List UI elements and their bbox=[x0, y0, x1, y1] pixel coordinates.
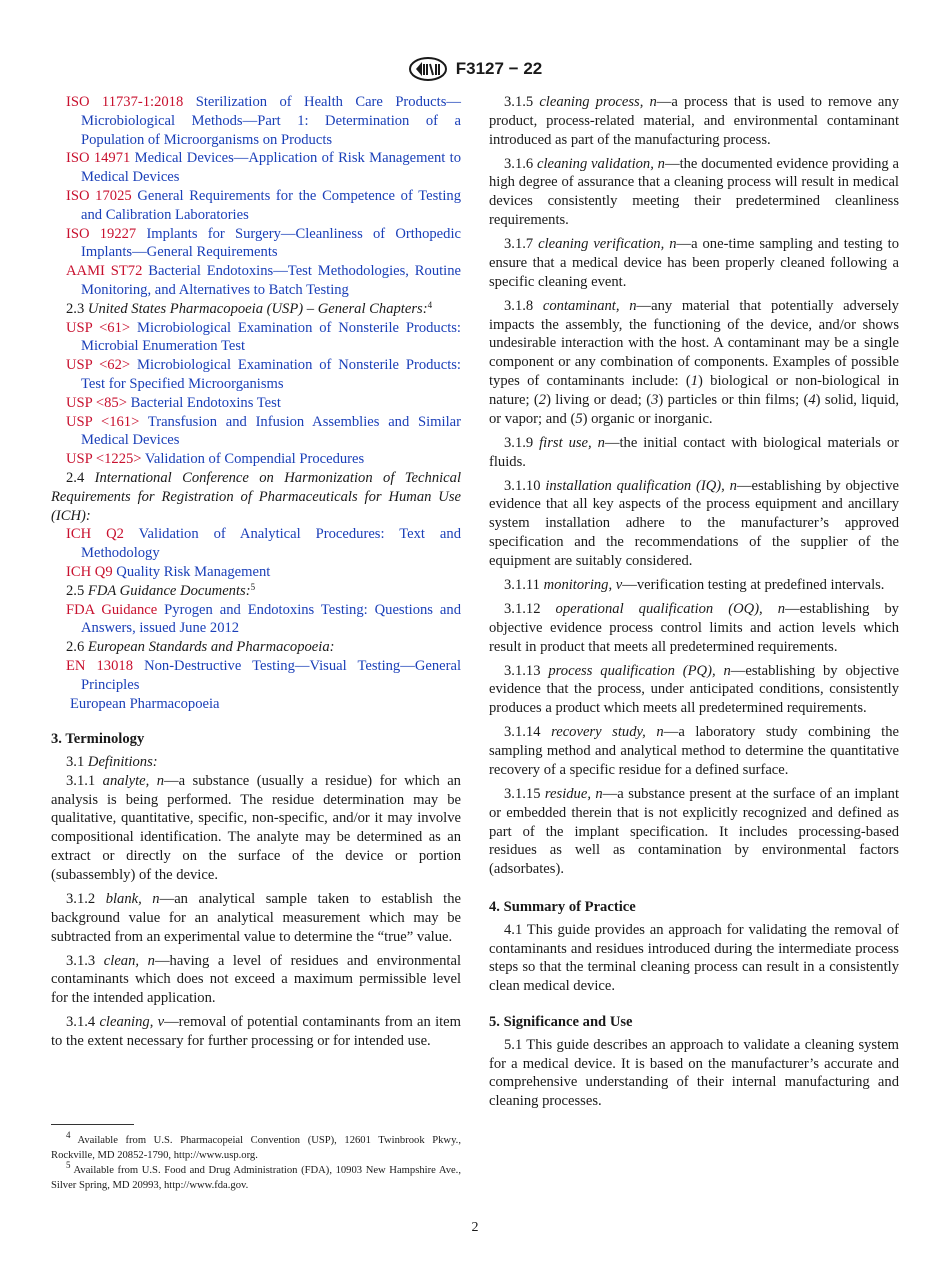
definition-term: cleaning, v bbox=[99, 1014, 165, 1031]
definition-text: —an analytical sample taken to establish the background value for an analytical measurement which may be subtracted from an experimental value to determine the “true” value. bbox=[51, 890, 461, 945]
section-heading-significance: 5. Significance and Use bbox=[489, 1014, 633, 1031]
reference-item bbox=[51, 695, 461, 714]
footnote-divider bbox=[51, 1124, 134, 1125]
definition-term: clean, n bbox=[103, 952, 155, 969]
footnotes bbox=[51, 1130, 461, 1193]
subsection-number: 2.4 bbox=[66, 469, 85, 486]
definition-number: 3.1.13 bbox=[504, 662, 541, 679]
definition-text: —a substance (usually a residue) for which an analysis is being performed. The residue determination may be qualitative, quantitative, specific, non-specific, and/or it may involve compositional identification. The analyte may be determined as an extract or directly on the surface of the device or portion (subassembly) of the device. bbox=[51, 772, 461, 883]
page-number: 2 bbox=[471, 1220, 479, 1235]
section-heading-terminology: 3. Terminology bbox=[51, 731, 145, 748]
definition-term: monitoring, v bbox=[543, 576, 623, 593]
definition-paragraph bbox=[489, 297, 899, 429]
reference-code[interactable]: ISO 19227 bbox=[66, 225, 137, 242]
footnote-marker[interactable]: 5 bbox=[250, 581, 256, 592]
definition-text: —a substance present at the surface of an implant or embedded therein that is not explicitly recognized and defined as part of the implant specification. It includes processing-based residues as well as contamination by environmental factors (adsorbates). bbox=[489, 786, 899, 878]
reference-title[interactable]: Microbiological Examination of Nonsterile Products: Test for Specified Microorganisms bbox=[81, 357, 461, 392]
reference-item bbox=[51, 319, 461, 357]
reference-item bbox=[51, 413, 461, 451]
reference-title[interactable]: Non-Destructive Testing—Visual Testing—General Principles bbox=[81, 657, 462, 693]
definition-term: first use, n bbox=[539, 434, 605, 451]
list-index: 5 bbox=[575, 410, 583, 427]
definition-text: —a laboratory study combining the sampling method and analytical method to determine the quantitative recovery of a specific residue for a defined surface. bbox=[489, 724, 899, 778]
reference-list-en bbox=[51, 657, 461, 713]
definition-term: process qualification (PQ), n bbox=[548, 662, 731, 679]
standard-designation: F3127 − 22 bbox=[455, 59, 543, 78]
list-index: 1 bbox=[690, 373, 699, 390]
footnote bbox=[51, 1160, 461, 1193]
footnote bbox=[51, 1130, 461, 1163]
definition-number: 3.1.10 bbox=[504, 477, 541, 494]
left-column bbox=[51, 93, 461, 1056]
reference-item bbox=[51, 262, 461, 300]
reference-list-usp bbox=[51, 319, 461, 469]
reference-title[interactable]: Bacterial Endotoxins Test bbox=[130, 394, 281, 411]
definition-number: 3.1.9 bbox=[504, 434, 534, 451]
definition-paragraph bbox=[51, 890, 461, 946]
subsection-title: Definitions: bbox=[87, 754, 158, 771]
definition-term: operational qualification (OQ), n bbox=[555, 601, 786, 617]
reference-item bbox=[51, 525, 461, 563]
definition-paragraph bbox=[51, 1013, 461, 1051]
subsection-2-5 bbox=[51, 582, 461, 601]
subsection-number: 2.6 bbox=[66, 639, 85, 656]
definition-paragraph bbox=[489, 235, 899, 291]
subsection-2-3 bbox=[51, 300, 461, 319]
definition-text: —removal of potential contaminants from an item to the extent necessary for further processing or for intended use. bbox=[51, 1014, 462, 1050]
list-index: 2 bbox=[538, 391, 547, 408]
definition-number: 3.1.1 bbox=[66, 772, 96, 789]
definition-number: 3.1.5 bbox=[504, 94, 534, 110]
subsection-number: 3.1 bbox=[66, 754, 85, 771]
definition-number: 3.1.12 bbox=[504, 601, 541, 617]
reference-title[interactable]: European Pharmacopoeia bbox=[70, 695, 220, 712]
subsection-number: 2.5 bbox=[66, 582, 85, 599]
definition-text: —a one-time sampling and testing to ensure that a medical device has been properly cleaned following a specific cleaning event. bbox=[489, 236, 899, 290]
reference-code[interactable]: FDA Guidance bbox=[66, 601, 158, 618]
reference-code[interactable]: EN 13018 bbox=[66, 657, 133, 674]
definition-term: blank, n bbox=[105, 890, 160, 907]
definition-paragraph bbox=[51, 772, 461, 885]
list-index: 3 bbox=[651, 391, 659, 408]
definition-number: 3.1.8 bbox=[504, 297, 534, 314]
footnote-number: 5 bbox=[66, 1160, 71, 1170]
definition-paragraph bbox=[489, 155, 899, 230]
reference-item bbox=[51, 657, 461, 695]
definition-text: —establishing by objective evidence that the process, under anticipated conditions, consistently produces a product which meets all predetermined requirements. bbox=[489, 662, 899, 717]
right-column bbox=[489, 93, 899, 1116]
subsection-2-4 bbox=[51, 469, 461, 525]
definition-number: 3.1.4 bbox=[66, 1014, 96, 1031]
page-header bbox=[0, 56, 950, 82]
reference-title[interactable]: Validation of Compendial Procedures bbox=[144, 451, 365, 468]
subsection-number: 2.3 bbox=[66, 300, 85, 317]
reference-code[interactable]: ICH Q2 bbox=[66, 526, 124, 543]
definition-number: 3.1.14 bbox=[504, 724, 541, 741]
summary-paragraph: 4.1 This guide provides an approach for validating the removal of contaminants and residues introduced during the intermediate process steps so that the terminal cleaning process can result in a consistently clean medical device. bbox=[489, 921, 899, 995]
subsection-title: International Conference on Harmonization of Technical Requirements for Registration of Pharmaceuticals for Human Use (ICH): bbox=[51, 469, 461, 524]
subsection-2-6 bbox=[51, 638, 461, 657]
reference-title[interactable]: Quality Risk Management bbox=[116, 563, 271, 580]
definition-paragraph bbox=[489, 434, 899, 472]
definition-text: —a process that is used to remove any product, process-related material, and environmental contaminant introduced as part of the manufacturing process. bbox=[489, 94, 899, 148]
definition-number: 3.1.3 bbox=[66, 952, 96, 969]
reference-item bbox=[51, 563, 461, 582]
definition-term: contaminant, n bbox=[542, 297, 637, 314]
reference-title[interactable]: Bacterial Endotoxins—Test Methodologies, Routine Monitoring, and Alternatives to Batch Testing bbox=[81, 263, 461, 298]
definition-number: 3.1.2 bbox=[66, 890, 96, 907]
definition-term: cleaning verification, n bbox=[538, 236, 677, 253]
reference-list-iso bbox=[51, 93, 461, 300]
footnote-text: Available from U.S. Pharmacopeial Convention (USP), 12601 Twinbrook Pkwy., Rockville, MD 20852-1790, http://www.usp.org. bbox=[51, 1135, 461, 1161]
reference-item bbox=[51, 225, 461, 263]
reference-title[interactable]: Sterilization of Health Care Products—Microbiological Methods—Part 1: Determination of a Population of Microorganisms on Products bbox=[81, 94, 461, 148]
reference-code[interactable]: ISO 14971 bbox=[66, 150, 131, 167]
footnote-text: Available from U.S. Food and Drug Administration (FDA), 10903 New Hampshire Ave., Silver Spring, MD 20993, http://www.fda.gov. bbox=[51, 1165, 461, 1191]
definition-paragraph bbox=[489, 477, 899, 571]
definition-number: 3.1.15 bbox=[504, 786, 541, 803]
reference-item bbox=[51, 394, 461, 413]
reference-item bbox=[51, 149, 461, 187]
reference-code[interactable]: ICH Q9 bbox=[66, 563, 113, 580]
list-index: 4 bbox=[808, 391, 816, 408]
definition-term: recovery study, n bbox=[551, 724, 664, 741]
reference-item bbox=[51, 187, 461, 225]
definition-text: —verification testing at predefined intervals. bbox=[622, 576, 885, 593]
reference-code[interactable]: USP <61> bbox=[66, 319, 131, 336]
reference-title[interactable]: Microbiological Examination of Nonsterile Products: Microbial Enumeration Test bbox=[81, 319, 461, 355]
definition-text: —the documented evidence providing a high degree of assurance that a cleaning process will result in medical devices consistently meeting their predetermined cleanliness requirements. bbox=[489, 155, 900, 229]
definition-paragraph bbox=[489, 600, 899, 656]
definition-text: —establishing by objective evidence that all key aspects of the process equipment and ancillary system installation adhere to the manufacturer’s approved specification and the recommendations of the supplier of the equipment are suitably considered. bbox=[489, 477, 899, 569]
section-heading-summary: 4. Summary of Practice bbox=[489, 899, 636, 916]
definition-text: —establishing by objective evidence process control limits and action levels which result in product that meets all predetermined requirements. bbox=[489, 601, 899, 655]
significance-paragraph: 5.1 This guide describes an approach to validate a cleaning system for a medical device. It is based on the manufacturer’s accurate and comprehensive understanding of their internal manufacturing and cleaning processes. bbox=[489, 1036, 899, 1110]
reference-code[interactable]: ISO 17025 bbox=[66, 187, 132, 204]
footnote-marker[interactable]: 4 bbox=[427, 299, 433, 310]
definition-number: 3.1.7 bbox=[504, 236, 534, 253]
reference-item bbox=[51, 450, 461, 469]
reference-title[interactable]: Implants for Surgery—Cleanliness of Orthopedic Implants—General Requirements bbox=[81, 225, 461, 261]
reference-code[interactable]: AAMI ST72 bbox=[66, 263, 143, 280]
reference-code[interactable]: USP <1225> bbox=[66, 451, 142, 468]
definition-term: cleaning process, n bbox=[539, 94, 657, 110]
definition-term: residue, n bbox=[544, 786, 603, 803]
definition-text: ) biological or non-biological in nature; ( bbox=[489, 373, 899, 408]
reference-title[interactable]: Medical Devices—Application of Risk Management to Medical Devices bbox=[81, 150, 462, 186]
definition-term: cleaning validation, n bbox=[537, 155, 665, 172]
reference-item bbox=[51, 601, 461, 639]
reference-title[interactable]: General Requirements for the Competence of Testing and Calibration Laboratories bbox=[81, 187, 461, 223]
reference-code[interactable]: USP <161> bbox=[66, 413, 140, 430]
definition-paragraph bbox=[489, 662, 899, 718]
reference-item bbox=[51, 93, 461, 149]
reference-code[interactable]: ISO 11737-1:2018 bbox=[66, 94, 184, 110]
reference-list-ich bbox=[51, 525, 461, 581]
subsection-3-1 bbox=[51, 753, 461, 772]
definition-text: ) particles or thin films; ( bbox=[658, 391, 809, 408]
reference-title[interactable]: Pyrogen and Endotoxins Testing: Questions and Answers, issued June 2012 bbox=[81, 601, 461, 637]
definition-paragraph bbox=[489, 723, 899, 779]
definition-paragraph bbox=[489, 576, 899, 595]
astm-logo-icon bbox=[408, 56, 448, 82]
definition-text: ) living or dead; ( bbox=[546, 391, 652, 408]
reference-title[interactable]: Validation of Analytical Procedures: Text and Methodology bbox=[81, 526, 461, 562]
subsection-title: European Standards and Pharmacopoeia: bbox=[87, 639, 335, 656]
definition-term: installation qualification (IQ), n bbox=[545, 477, 737, 494]
reference-code[interactable]: USP <85> bbox=[66, 394, 127, 411]
definition-text: —the initial contact with biological materials or fluids. bbox=[489, 434, 900, 470]
definition-text: —having a level of residues and environmental contaminants which does not exceed a maximum permissible level for the intended application. bbox=[51, 952, 461, 1007]
definition-text: ) solid, liquid, or vapor; and ( bbox=[489, 391, 900, 427]
definition-paragraph bbox=[489, 785, 899, 879]
reference-code[interactable]: USP <62> bbox=[66, 357, 131, 374]
definition-text: —any material that potentially adversely impacts the assembly, the functioning of the device, and/or shows undesirable interaction with the host. A contaminant may be a single component or any combination of components. Examples of possible types of contaminants include: ( bbox=[489, 297, 899, 390]
footnote-number: 4 bbox=[66, 1130, 71, 1140]
definition-paragraph bbox=[51, 952, 461, 1008]
reference-title[interactable]: Transfusion and Infusion Assemblies and Similar Medical Devices bbox=[81, 413, 461, 449]
definition-number: 3.1.11 bbox=[504, 576, 540, 593]
definition-term: analyte, n bbox=[102, 772, 165, 789]
subsection-title: United States Pharmacopoeia (USP) – General Chapters: bbox=[87, 300, 428, 317]
definition-text: ) organic or inorganic. bbox=[582, 410, 713, 427]
subsection-title: FDA Guidance Documents: bbox=[87, 582, 251, 599]
definition-paragraph bbox=[489, 93, 899, 149]
reference-list-fda bbox=[51, 601, 461, 639]
definition-number: 3.1.6 bbox=[504, 155, 534, 172]
reference-item bbox=[51, 356, 461, 394]
